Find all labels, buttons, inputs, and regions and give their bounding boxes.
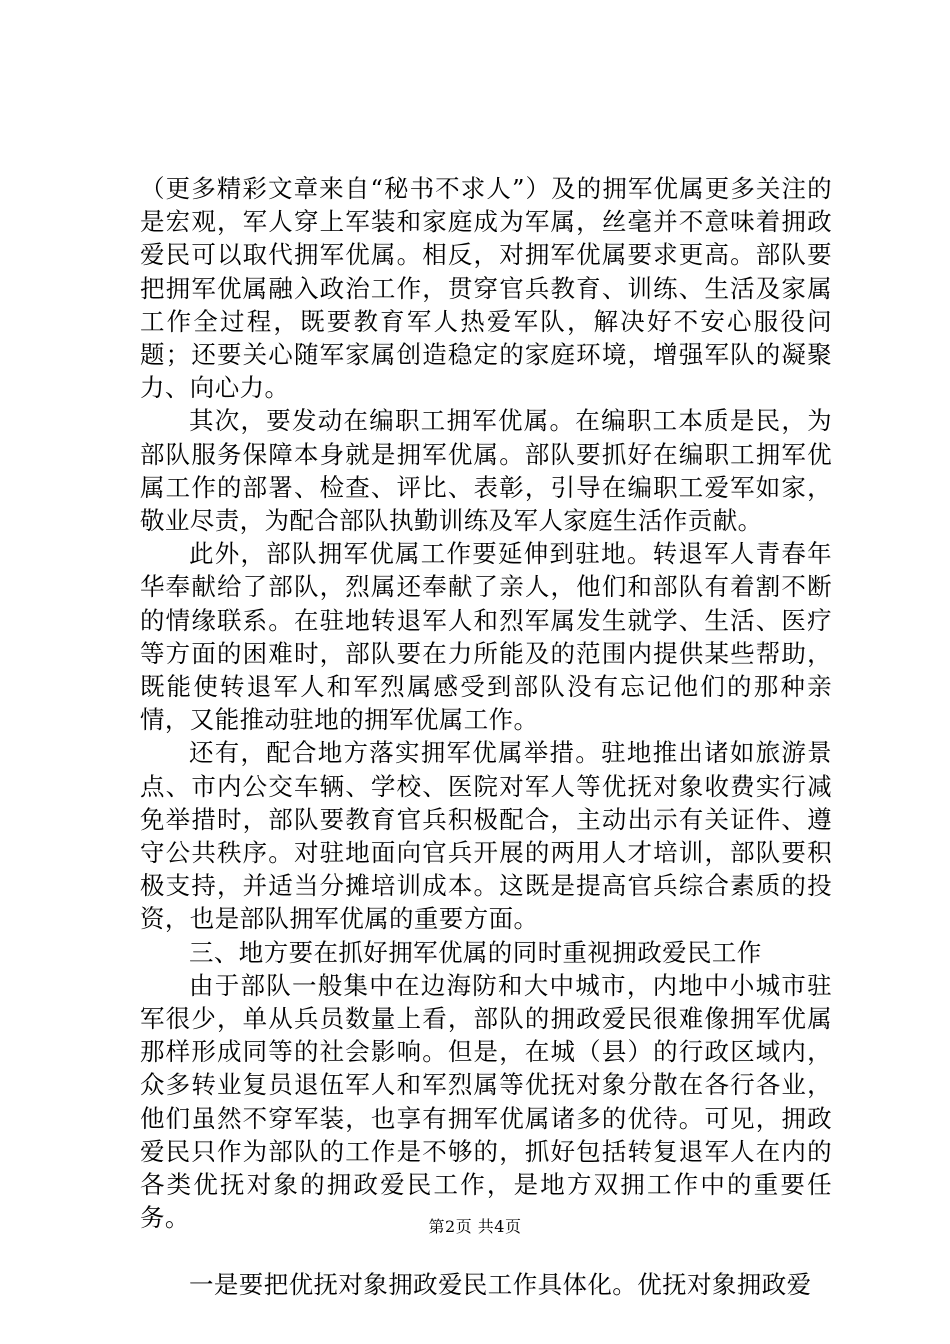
paragraph-4: 还有，配合地方落实拥军优属举措。驻地推出诸如旅游景点、市内公交车辆、学校、医院对军人等优抚对象收费实行减免举措时，部队要教育官兵积极配合，主动出示有关证件、遵守公共秩序。对驻地面向官兵开展的两用人才培训，部队要积极支持，并适当分摊培训成本。这既是提高官兵综合素质的投资，也是部队拥军优属的重要方面。 — [140, 738, 832, 934]
paragraph-3: 此外，部队拥军优属工作要延伸到驻地。转退军人青春年华奉献给了部队，烈属还奉献了亲人，他们和部队有着割不断的情缘联系。在驻地转退军人和烈军属发生就学、生活、医疗等方面的困难时，部队要在力所能及的范围内提供某些帮助，既能使转退军人和军烈属感受到部队没有忘记他们的那种亲情，又能推动驻地的拥军优属工作。 — [140, 539, 832, 735]
paragraph-2: 其次，要发动在编职工拥军优属。在编职工本质是民，为部队服务保障本身就是拥军优属。部队要抓好在编职工拥军优属工作的部署、检查、评比、表彰，引导在编职工爱军如家，敬业尽责，为配合部队执勤训练及军人家庭生活作贡献。 — [140, 406, 832, 536]
document-body — [140, 172, 832, 1301]
paragraph-1: （更多精彩文章来自“秘书不求人”）及的拥军优属更多关注的是宏观，军人穿上军装和家庭成为军属，丝毫并不意味着拥政爱民可以取代拥军优属。相反，对拥军优属要求更高。部队要把拥军优属融入政治工作，贯穿官兵教育、训练、生活及家属工作全过程，既要教育军人热爱军队，解决好不安心服役问题；还要关心随军家属创造稳定的家庭环境，增强军队的凝聚力、向心力。 — [140, 174, 832, 403]
page-number-footer: 第2页 共4页 — [428, 1217, 522, 1236]
paragraph-6: 一是要把优抚对象拥政爱民工作具体化。优抚对象拥政爱 — [189, 1269, 812, 1299]
paragraph-5: 由于部队一般集中在边海防和大中城市，内地中小城市驻军很少，单从兵员数量上看，部队的拥政爱民很难像拥军优属那样形成同等的社会影响。但是，在城（县）的行政区域内，众多转业复员退伍军人和军烈属等优抚对象分散在各行各业，他们虽然不穿军装，也享有拥军优属诸多的优待。可见，拥政爱民只作为部队的工作是不够的，抓好包括转复退军人在内的各类优抚对象的拥政爱民工作，是地方双拥工作中的重要任务。 — [140, 970, 832, 1233]
section-heading: 三、地方要在抓好拥军优属的同时重视拥政爱民工作 — [189, 937, 762, 967]
